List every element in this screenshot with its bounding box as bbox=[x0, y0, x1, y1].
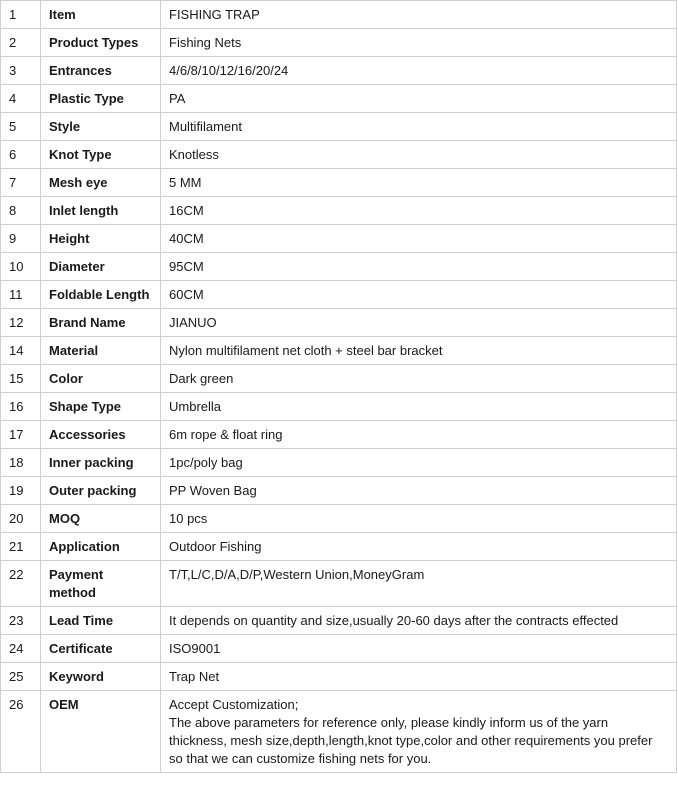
spec-value bbox=[161, 477, 677, 505]
row-number: 6 bbox=[1, 141, 41, 169]
spec-value bbox=[161, 85, 677, 113]
spec-value bbox=[161, 309, 677, 337]
row-number: 26 bbox=[1, 691, 41, 773]
spec-value-line: Dark green bbox=[169, 371, 234, 386]
row-number: 11 bbox=[1, 281, 41, 309]
spec-label: Accessories bbox=[41, 421, 161, 449]
row-number: 8 bbox=[1, 197, 41, 225]
spec-value bbox=[161, 337, 677, 365]
row-number: 25 bbox=[1, 663, 41, 691]
table-row bbox=[1, 309, 677, 337]
table-row bbox=[1, 505, 677, 533]
table-row bbox=[1, 477, 677, 505]
spec-value-line: 10 pcs bbox=[169, 511, 208, 526]
table-row bbox=[1, 281, 677, 309]
spec-label: Brand Name bbox=[41, 309, 161, 337]
spec-value-line: 16CM bbox=[169, 203, 204, 218]
spec-label: Product Types bbox=[41, 29, 161, 57]
row-number: 18 bbox=[1, 449, 41, 477]
spec-value-line: PP Woven Bag bbox=[169, 483, 257, 498]
row-number: 1 bbox=[1, 1, 41, 29]
row-number: 22 bbox=[1, 561, 41, 607]
row-number: 17 bbox=[1, 421, 41, 449]
spec-value-line: 4/6/8/10/12/16/20/24 bbox=[169, 63, 289, 78]
row-number: 9 bbox=[1, 225, 41, 253]
spec-label: Foldable Length bbox=[41, 281, 161, 309]
spec-label: Style bbox=[41, 113, 161, 141]
row-number: 3 bbox=[1, 57, 41, 85]
spec-value-line: 95CM bbox=[169, 259, 204, 274]
spec-label: Material bbox=[41, 337, 161, 365]
spec-value bbox=[161, 113, 677, 141]
table-row bbox=[1, 607, 677, 635]
spec-value-line: The above parameters for reference only, please kindly inform us of the yarn thickness, mesh size,depth,length,knot type,color and other requirements you prefer so that we can customize fishing nets for you. bbox=[169, 715, 653, 766]
row-number: 5 bbox=[1, 113, 41, 141]
table-row bbox=[1, 169, 677, 197]
table-row bbox=[1, 141, 677, 169]
spec-value bbox=[161, 533, 677, 561]
spec-value-line: 1pc/poly bag bbox=[169, 455, 243, 470]
spec-value bbox=[161, 29, 677, 57]
row-number: 4 bbox=[1, 85, 41, 113]
spec-value bbox=[161, 57, 677, 85]
row-number: 12 bbox=[1, 309, 41, 337]
spec-value-line: 60CM bbox=[169, 287, 204, 302]
spec-value-line: Nylon multifilament net cloth + steel bar bracket bbox=[169, 343, 443, 358]
table-row bbox=[1, 253, 677, 281]
table-row bbox=[1, 85, 677, 113]
spec-label: Diameter bbox=[41, 253, 161, 281]
spec-value-line: ISO9001 bbox=[169, 641, 221, 656]
table-row bbox=[1, 635, 677, 663]
spec-value-line: FISHING TRAP bbox=[169, 7, 260, 22]
spec-value bbox=[161, 393, 677, 421]
spec-value-line: T/T,L/C,D/A,D/P,Western Union,MoneyGram bbox=[169, 567, 425, 582]
table-row bbox=[1, 533, 677, 561]
row-number: 23 bbox=[1, 607, 41, 635]
table-row bbox=[1, 393, 677, 421]
table-row bbox=[1, 421, 677, 449]
spec-table-body bbox=[1, 1, 677, 773]
spec-label: Outer packing bbox=[41, 477, 161, 505]
spec-label: Payment method bbox=[41, 561, 161, 607]
spec-value-line: PA bbox=[169, 91, 186, 106]
spec-value bbox=[161, 281, 677, 309]
spec-value bbox=[161, 449, 677, 477]
spec-value bbox=[161, 421, 677, 449]
spec-value-line: Fishing Nets bbox=[169, 35, 242, 50]
spec-label: Inner packing bbox=[41, 449, 161, 477]
spec-value bbox=[161, 561, 677, 607]
spec-value-line: Umbrella bbox=[169, 399, 222, 414]
spec-label: Inlet length bbox=[41, 197, 161, 225]
spec-value bbox=[161, 635, 677, 663]
table-row bbox=[1, 57, 677, 85]
spec-value-line: 5 MM bbox=[169, 175, 202, 190]
row-number: 10 bbox=[1, 253, 41, 281]
spec-value bbox=[161, 607, 677, 635]
spec-value bbox=[161, 197, 677, 225]
spec-label: Entrances bbox=[41, 57, 161, 85]
spec-label: OEM bbox=[41, 691, 161, 773]
spec-value-line: 6m rope & float ring bbox=[169, 427, 283, 442]
table-row bbox=[1, 29, 677, 57]
table-row bbox=[1, 449, 677, 477]
spec-label: Lead Time bbox=[41, 607, 161, 635]
row-number: 2 bbox=[1, 29, 41, 57]
table-row bbox=[1, 225, 677, 253]
spec-value-line: 40CM bbox=[169, 231, 204, 246]
row-number: 24 bbox=[1, 635, 41, 663]
row-number: 20 bbox=[1, 505, 41, 533]
spec-label: Shape Type bbox=[41, 393, 161, 421]
spec-value-line: Knotless bbox=[169, 147, 219, 162]
spec-value bbox=[161, 225, 677, 253]
table-row bbox=[1, 663, 677, 691]
spec-label: Item bbox=[41, 1, 161, 29]
table-row bbox=[1, 113, 677, 141]
row-number: 21 bbox=[1, 533, 41, 561]
spec-label: Certificate bbox=[41, 635, 161, 663]
spec-value-line: Accept Customization; bbox=[169, 697, 299, 712]
row-number: 19 bbox=[1, 477, 41, 505]
spec-value-line: It depends on quantity and size,usually 20-60 days after the contracts effected bbox=[169, 613, 619, 628]
spec-label: Application bbox=[41, 533, 161, 561]
spec-label: Plastic Type bbox=[41, 85, 161, 113]
row-number: 7 bbox=[1, 169, 41, 197]
spec-label: Height bbox=[41, 225, 161, 253]
spec-value bbox=[161, 365, 677, 393]
spec-value-line: Trap Net bbox=[169, 669, 220, 684]
row-number: 14 bbox=[1, 337, 41, 365]
spec-value-line: Outdoor Fishing bbox=[169, 539, 262, 554]
table-row bbox=[1, 1, 677, 29]
spec-value bbox=[161, 253, 677, 281]
row-number: 16 bbox=[1, 393, 41, 421]
spec-value bbox=[161, 1, 677, 29]
spec-value bbox=[161, 691, 677, 773]
spec-value bbox=[161, 505, 677, 533]
table-row bbox=[1, 365, 677, 393]
table-row bbox=[1, 337, 677, 365]
spec-label: Knot Type bbox=[41, 141, 161, 169]
spec-label: MOQ bbox=[41, 505, 161, 533]
spec-value bbox=[161, 141, 677, 169]
spec-value bbox=[161, 663, 677, 691]
spec-label: Keyword bbox=[41, 663, 161, 691]
spec-value-line: Multifilament bbox=[169, 119, 242, 134]
table-row bbox=[1, 197, 677, 225]
table-row bbox=[1, 691, 677, 773]
row-number: 15 bbox=[1, 365, 41, 393]
spec-value bbox=[161, 169, 677, 197]
spec-value-line: JIANUO bbox=[169, 315, 217, 330]
spec-label: Mesh eye bbox=[41, 169, 161, 197]
spec-label: Color bbox=[41, 365, 161, 393]
table-row bbox=[1, 561, 677, 607]
